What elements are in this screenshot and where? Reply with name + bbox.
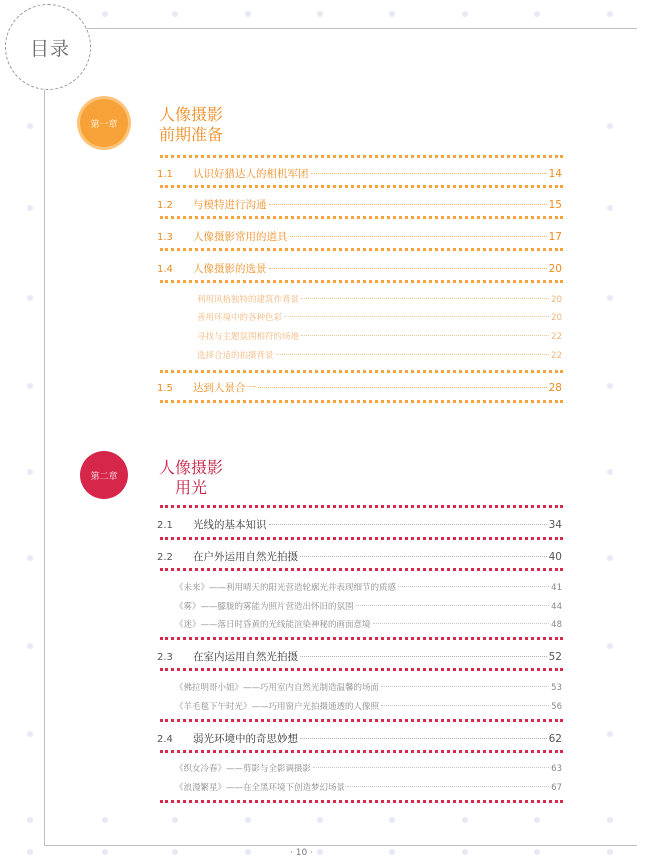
- toc-subentry[interactable]: [175, 781, 562, 793]
- subentry-title: 《未来》——利用晴天的阳光营造轮廓光并表现细节的质感: [175, 583, 397, 593]
- chapter2-badge-label: 第二章: [90, 471, 118, 482]
- background-dot: [607, 731, 613, 737]
- chapter1-title-line2: 前期准备: [159, 125, 224, 144]
- toc-subentry[interactable]: [197, 349, 562, 361]
- divider: [160, 248, 563, 251]
- toc-entry-1-5[interactable]: [157, 380, 562, 395]
- background-dot: [102, 11, 108, 17]
- divider: [160, 400, 563, 403]
- subentry-page: 67: [551, 783, 562, 793]
- subentry-title: 善用环境中的各种色彩: [197, 313, 283, 323]
- subentry-page: 22: [551, 351, 562, 361]
- entry-number: 1.5: [157, 383, 173, 394]
- subentry-page: 56: [551, 702, 562, 712]
- leader-dots: [258, 387, 547, 388]
- entry-number: 1.1: [157, 169, 173, 180]
- background-dot: [27, 123, 33, 129]
- background-dot: [245, 817, 251, 823]
- background-dot: [172, 849, 178, 855]
- frame-line-left: [44, 82, 45, 845]
- leader-dots: [313, 767, 549, 768]
- toc-entry-2-3[interactable]: [157, 649, 562, 664]
- background-dot: [534, 849, 540, 855]
- frame-line-top: [86, 28, 637, 29]
- chapter2-title: [159, 458, 223, 498]
- divider: [160, 185, 563, 188]
- divider: [160, 668, 563, 671]
- divider: [160, 719, 563, 722]
- background-dot: [534, 817, 540, 823]
- leader-dots: [381, 686, 549, 687]
- background-dot: [27, 295, 33, 301]
- background-dot: [245, 849, 251, 855]
- entry-title: 在户外运用自然光拍摄: [193, 551, 298, 563]
- background-dot: [607, 205, 613, 211]
- subentry-page: 53: [551, 683, 562, 693]
- toc-title: 目录: [30, 38, 71, 60]
- background-dot: [172, 11, 178, 17]
- leader-dots: [373, 623, 550, 624]
- entry-number: 1.2: [157, 200, 173, 211]
- toc-subentry[interactable]: [175, 600, 562, 612]
- entry-title: 认识好猎达人的相机军团: [193, 168, 309, 180]
- toc-subentry[interactable]: [197, 330, 562, 342]
- background-dot: [534, 11, 540, 17]
- divider: [160, 568, 563, 571]
- entry-title: 弱光环境中的奇思妙想: [193, 733, 298, 745]
- subentry-title: 《羊毛毯下午时光》——巧用窗户光拍摄通透的人像照: [175, 702, 380, 712]
- background-dot: [607, 123, 613, 129]
- divider: [160, 370, 563, 373]
- entry-title: 达到人景合一: [193, 382, 256, 394]
- background-dot: [607, 555, 613, 561]
- entry-title: 人像摄影的选景: [193, 263, 267, 275]
- toc-subentry[interactable]: [197, 311, 562, 323]
- background-dot: [27, 817, 33, 823]
- leader-dots: [300, 656, 547, 657]
- leader-dots: [269, 524, 547, 525]
- background-dot: [27, 383, 33, 389]
- divider: [160, 280, 563, 283]
- entry-number: 2.3: [157, 652, 173, 663]
- entry-title: 在室内运用自然光拍摄: [193, 651, 298, 663]
- toc-subentry[interactable]: [175, 762, 562, 774]
- divider: [160, 505, 563, 508]
- leader-dots: [300, 738, 547, 739]
- toc-subentry[interactable]: [175, 618, 562, 630]
- entry-title: 人像摄影常用的道具: [193, 231, 288, 243]
- subentry-title: 寻找与主题氛围相符的场地: [197, 332, 300, 342]
- background-dot: [389, 817, 395, 823]
- entry-number: 2.1: [157, 520, 173, 531]
- subentry-title: 利用风格独特的建筑作背景: [197, 295, 300, 305]
- leader-dots: [311, 173, 547, 174]
- entry-page: 62: [548, 733, 562, 745]
- background-dot: [462, 849, 468, 855]
- subentry-page: 20: [551, 295, 562, 305]
- background-dot: [102, 817, 108, 823]
- divider: [160, 216, 563, 219]
- background-dot: [607, 295, 613, 301]
- leader-dots: [269, 204, 547, 205]
- subentry-page: 20: [551, 313, 562, 323]
- page-number: · 10 ·: [290, 848, 313, 858]
- background-dot: [462, 11, 468, 17]
- toc-subentry[interactable]: [175, 681, 562, 693]
- background-dot: [607, 469, 613, 475]
- entry-page: 17: [548, 231, 562, 243]
- background-dot: [27, 205, 33, 211]
- toc-entry-1-3[interactable]: [157, 229, 562, 244]
- toc-entry-1-2[interactable]: [157, 197, 562, 212]
- background-dot: [607, 643, 613, 649]
- subentry-title: 《织女冷春》——剪影与全影调摄影: [175, 764, 312, 774]
- chapter2-title-line1: 人像摄影: [159, 458, 224, 477]
- divider: [160, 800, 563, 803]
- toc-entry-1-4[interactable]: [157, 261, 562, 276]
- entry-page: 28: [548, 382, 562, 394]
- subentry-title: 《雾》——朦胧的雾能为照片营造出怀旧的氛围: [175, 602, 354, 612]
- subentry-title: 《迷》——落日时昏黄的光线能渲染神秘的画面意境: [175, 620, 371, 630]
- entry-number: 2.2: [157, 552, 173, 563]
- leader-dots: [398, 586, 549, 587]
- background-dot: [27, 469, 33, 475]
- chapter2-badge: [80, 451, 128, 499]
- chapter1-badge: [80, 99, 128, 147]
- background-dot: [607, 11, 613, 17]
- background-dot: [462, 817, 468, 823]
- leader-dots: [276, 354, 550, 355]
- subentry-title: 《佛拉明哥小姐》——巧用室内自然光制造温馨的场面: [175, 683, 380, 693]
- entry-number: 1.3: [157, 232, 173, 243]
- divider: [160, 155, 563, 158]
- frame-line-bottom: [44, 845, 637, 846]
- entry-number: 2.4: [157, 734, 173, 745]
- background-dot: [102, 849, 108, 855]
- leader-dots: [290, 236, 547, 237]
- background-dot: [27, 643, 33, 649]
- toc-entry-2-1[interactable]: [157, 517, 562, 532]
- subentry-page: 41: [551, 583, 562, 593]
- background-dot: [27, 555, 33, 561]
- entry-page: 40: [548, 551, 562, 563]
- leader-dots: [269, 268, 547, 269]
- entry-page: 34: [548, 519, 562, 531]
- subentry-page: 63: [551, 764, 562, 774]
- chapter2-title-line2: 用光: [175, 478, 208, 497]
- leader-dots: [356, 605, 550, 606]
- chapter1-badge-label: 第一章: [90, 119, 118, 130]
- leader-dots: [301, 335, 549, 336]
- subentry-page: 48: [551, 620, 562, 630]
- leader-dots: [381, 705, 549, 706]
- background-dot: [607, 849, 613, 855]
- subentry-title: 《浪漫繁星》——在全黑环境下创造梦幻场景: [175, 783, 346, 793]
- toc-subentry[interactable]: [175, 700, 562, 712]
- toc-subentry[interactable]: [197, 293, 562, 305]
- background-dot: [317, 11, 323, 17]
- background-dot: [27, 731, 33, 737]
- chapter1-title: [159, 105, 223, 145]
- leader-dots: [284, 316, 549, 317]
- subentry-title: 选择合适的拍摄背景: [197, 351, 274, 361]
- divider: [160, 637, 563, 640]
- toc-entry-1-1[interactable]: [157, 166, 562, 181]
- divider: [160, 750, 563, 753]
- entry-page: 15: [548, 199, 562, 211]
- divider: [160, 537, 563, 540]
- background-dot: [245, 11, 251, 17]
- background-dot: [607, 383, 613, 389]
- background-dot: [607, 817, 613, 823]
- background-dot: [27, 849, 33, 855]
- chapter1-title-line1: 人像摄影: [159, 105, 224, 124]
- toc-entry-2-2[interactable]: [157, 549, 562, 564]
- toc-subentry[interactable]: [175, 581, 562, 593]
- entry-page: 20: [548, 263, 562, 275]
- entry-page: 52: [548, 651, 562, 663]
- toc-entry-2-4[interactable]: [157, 731, 562, 746]
- subentry-page: 22: [551, 332, 562, 342]
- leader-dots: [300, 556, 547, 557]
- background-dot: [389, 11, 395, 17]
- entry-page: 14: [548, 168, 562, 180]
- entry-number: 1.4: [157, 264, 173, 275]
- entry-title: 与模特进行沟通: [193, 199, 267, 211]
- background-dot: [172, 817, 178, 823]
- leader-dots: [301, 298, 549, 299]
- background-dot: [317, 849, 323, 855]
- subentry-page: 44: [551, 602, 562, 612]
- background-dot: [389, 849, 395, 855]
- background-dot: [317, 817, 323, 823]
- entry-title: 光线的基本知识: [193, 519, 267, 531]
- leader-dots: [347, 786, 549, 787]
